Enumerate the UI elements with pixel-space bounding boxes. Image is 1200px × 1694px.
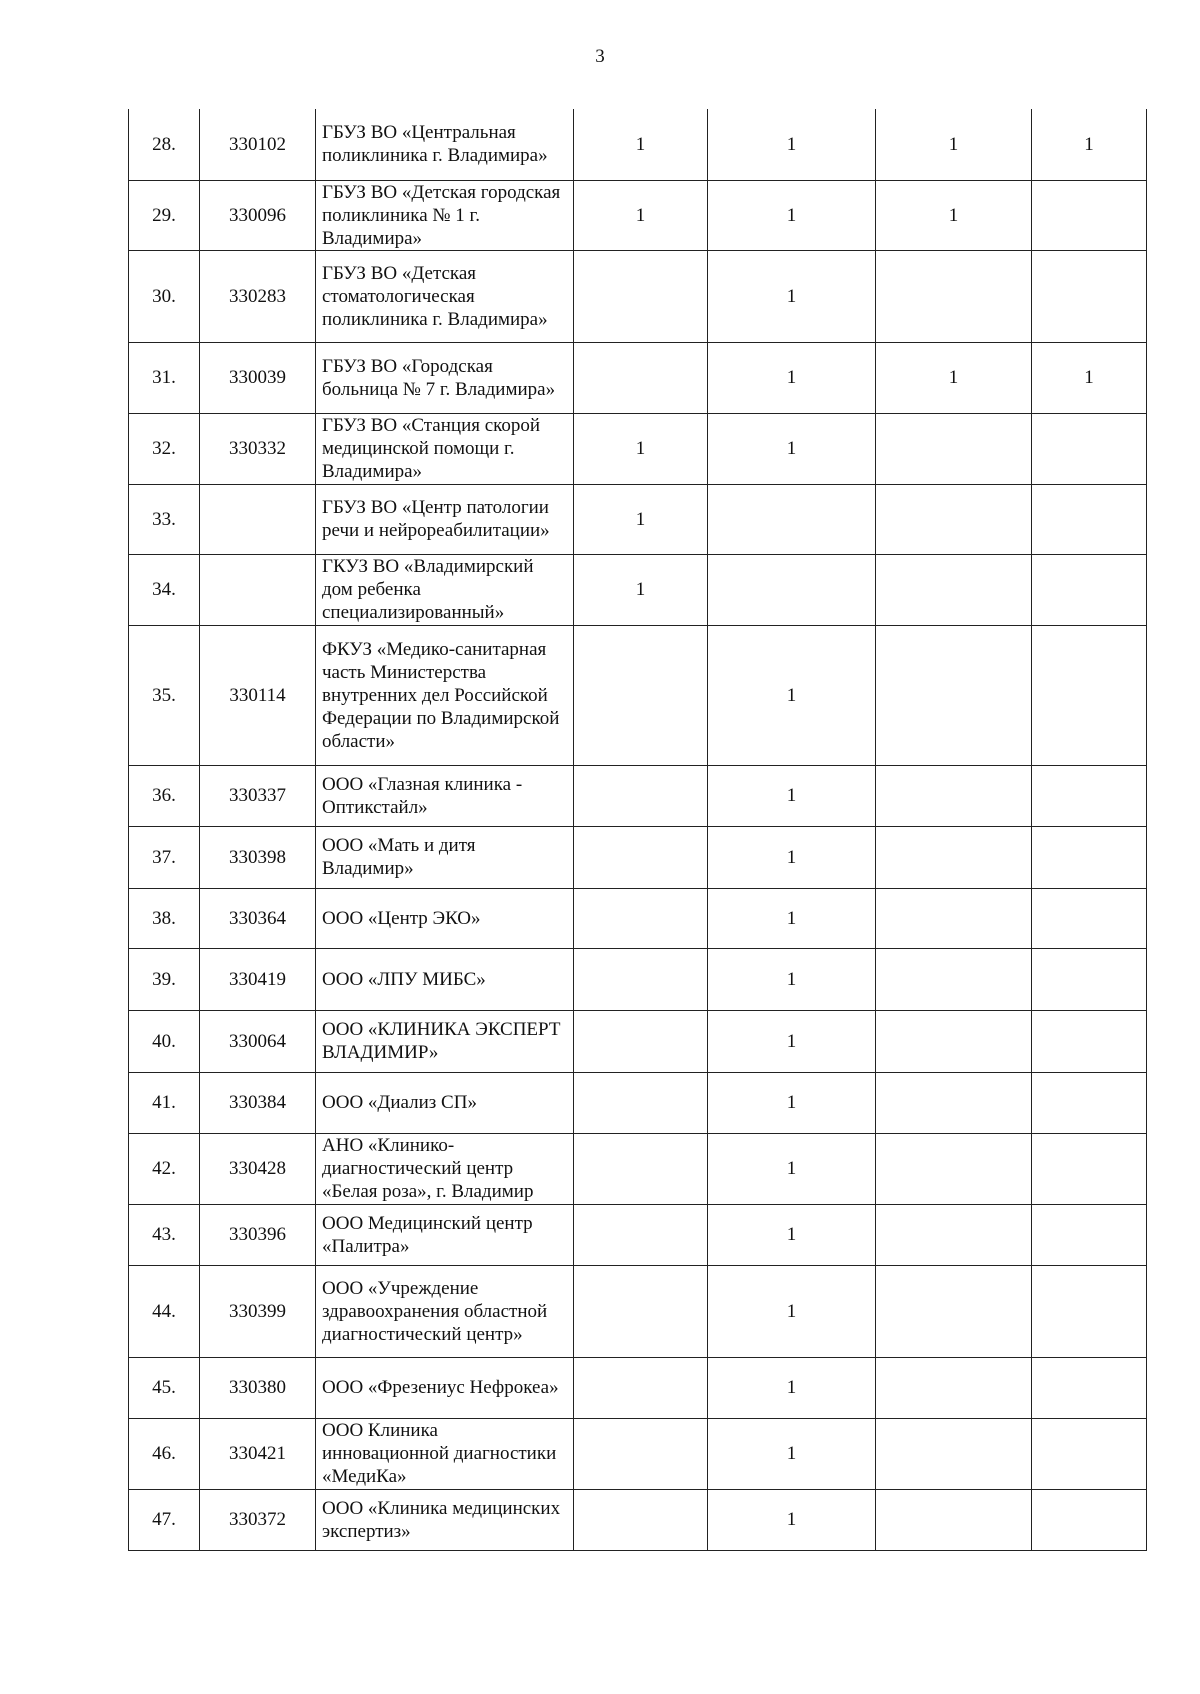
- table-row: [129, 1010, 1147, 1072]
- row-number-cell: 33.: [129, 484, 200, 554]
- mark-col-1-cell: 1: [574, 484, 708, 554]
- org-code-cell: 330396: [200, 1204, 316, 1265]
- org-name-cell: ГБУЗ ВО «Детская городская поликлиника № 1 г. Владимира»: [316, 180, 574, 250]
- mark-col-1-cell: 1: [574, 554, 708, 625]
- org-code-cell: 330064: [200, 1010, 316, 1072]
- mark-col-1-cell: 1: [574, 413, 708, 484]
- mark-col-3-cell: 1: [876, 180, 1032, 250]
- org-code-cell: 330428: [200, 1133, 316, 1204]
- org-name-cell: ГБУЗ ВО «Городская больница № 7 г. Владимира»: [316, 342, 574, 413]
- mark-col-3-cell: [876, 554, 1032, 625]
- mark-col-2-cell: 1: [708, 1072, 876, 1133]
- row-number-cell: 28.: [129, 109, 200, 180]
- org-name-cell: ГКУЗ ВО «Владимирский дом ребенка специализированный»: [316, 554, 574, 625]
- table-row: [129, 1204, 1147, 1265]
- table-row: [129, 1418, 1147, 1489]
- mark-col-2-cell: 1: [708, 1010, 876, 1072]
- mark-col-3-cell: [876, 1265, 1032, 1357]
- mark-col-3-cell: [876, 765, 1032, 826]
- org-code-cell: 330039: [200, 342, 316, 413]
- org-name-cell: ООО «Мать и дитя Владимир»: [316, 826, 574, 888]
- table-body: [129, 109, 1147, 1550]
- row-number-cell: 36.: [129, 765, 200, 826]
- org-code-cell: 330399: [200, 1265, 316, 1357]
- table-row: [129, 625, 1147, 765]
- mark-col-1-cell: [574, 1133, 708, 1204]
- org-name-cell: ГБУЗ ВО «Центральная поликлиника г. Владимира»: [316, 109, 574, 180]
- org-name-cell: ГБУЗ ВО «Центр патологии речи и нейрореабилитации»: [316, 484, 574, 554]
- row-number-cell: 35.: [129, 625, 200, 765]
- org-code-cell: 330372: [200, 1489, 316, 1550]
- row-number-cell: 31.: [129, 342, 200, 413]
- org-name-cell: ООО Медицинский центр «Палитра»: [316, 1204, 574, 1265]
- org-code-cell: 330380: [200, 1357, 316, 1418]
- mark-col-4-cell: [1032, 413, 1147, 484]
- table-row: [129, 948, 1147, 1010]
- mark-col-3-cell: [876, 888, 1032, 948]
- mark-col-3-cell: [876, 1489, 1032, 1550]
- row-number-cell: 34.: [129, 554, 200, 625]
- org-name-cell: ООО «Клиника медицинских экспертиз»: [316, 1489, 574, 1550]
- mark-col-2-cell: 1: [708, 1357, 876, 1418]
- table-row: [129, 765, 1147, 826]
- mark-col-2-cell: 1: [708, 625, 876, 765]
- org-name-cell: АНО «Клинико-диагностический центр «Белая роза», г. Владимир: [316, 1133, 574, 1204]
- row-number-cell: 44.: [129, 1265, 200, 1357]
- mark-col-3-cell: [876, 1010, 1032, 1072]
- table-row: [129, 1072, 1147, 1133]
- mark-col-4-cell: [1032, 948, 1147, 1010]
- row-number-cell: 39.: [129, 948, 200, 1010]
- mark-col-2-cell: 1: [708, 1489, 876, 1550]
- mark-col-2-cell: 1: [708, 180, 876, 250]
- mark-col-4-cell: [1032, 888, 1147, 948]
- mark-col-3-cell: [876, 250, 1032, 342]
- mark-col-4-cell: [1032, 1418, 1147, 1489]
- org-name-cell: ООО «Центр ЭКО»: [316, 888, 574, 948]
- mark-col-4-cell: [1032, 765, 1147, 826]
- mark-col-1-cell: [574, 1072, 708, 1133]
- mark-col-1-cell: [574, 1204, 708, 1265]
- row-number-cell: 43.: [129, 1204, 200, 1265]
- org-name-cell: ООО «ЛПУ МИБС»: [316, 948, 574, 1010]
- mark-col-4-cell: [1032, 1489, 1147, 1550]
- mark-col-3-cell: 1: [876, 342, 1032, 413]
- org-code-cell: 330421: [200, 1418, 316, 1489]
- row-number-cell: 41.: [129, 1072, 200, 1133]
- mark-col-3-cell: [876, 413, 1032, 484]
- mark-col-4-cell: [1032, 1072, 1147, 1133]
- table-row: [129, 888, 1147, 948]
- org-code-cell: 330102: [200, 109, 316, 180]
- row-number-cell: 32.: [129, 413, 200, 484]
- mark-col-4-cell: [1032, 1265, 1147, 1357]
- table-row: [129, 250, 1147, 342]
- mark-col-3-cell: [876, 1204, 1032, 1265]
- row-number-cell: 37.: [129, 826, 200, 888]
- mark-col-1-cell: [574, 1357, 708, 1418]
- table-row: [129, 1357, 1147, 1418]
- mark-col-3-cell: [876, 948, 1032, 1010]
- row-number-cell: 30.: [129, 250, 200, 342]
- mark-col-1-cell: [574, 765, 708, 826]
- mark-col-1-cell: 1: [574, 180, 708, 250]
- org-code-cell: 330337: [200, 765, 316, 826]
- mark-col-4-cell: [1032, 554, 1147, 625]
- mark-col-4-cell: [1032, 1357, 1147, 1418]
- mark-col-4-cell: 1: [1032, 342, 1147, 413]
- mark-col-1-cell: [574, 1418, 708, 1489]
- org-code-cell: 330283: [200, 250, 316, 342]
- table-row: [129, 826, 1147, 888]
- table-row: [129, 554, 1147, 625]
- table-row: [129, 484, 1147, 554]
- org-code-cell: 330398: [200, 826, 316, 888]
- mark-col-2-cell: 1: [708, 1265, 876, 1357]
- org-code-cell: 330384: [200, 1072, 316, 1133]
- mark-col-3-cell: [876, 826, 1032, 888]
- mark-col-2-cell: 1: [708, 765, 876, 826]
- mark-col-3-cell: [876, 1072, 1032, 1133]
- mark-col-4-cell: [1032, 1204, 1147, 1265]
- mark-col-4-cell: [1032, 180, 1147, 250]
- org-code-cell: 330332: [200, 413, 316, 484]
- org-name-cell: ООО Клиника инновационной диагностики «МедиКа»: [316, 1418, 574, 1489]
- row-number-cell: 42.: [129, 1133, 200, 1204]
- org-name-cell: ГБУЗ ВО «Станция скорой медицинской помощи г. Владимира»: [316, 413, 574, 484]
- mark-col-2-cell: 1: [708, 1418, 876, 1489]
- mark-col-2-cell: 1: [708, 413, 876, 484]
- mark-col-3-cell: [876, 1357, 1032, 1418]
- org-name-cell: ГБУЗ ВО «Детская стоматологическая поликлиника г. Владимира»: [316, 250, 574, 342]
- mark-col-2-cell: [708, 484, 876, 554]
- mark-col-2-cell: 1: [708, 1133, 876, 1204]
- table-row: [129, 109, 1147, 180]
- table-row: [129, 180, 1147, 250]
- org-name-cell: ООО «Фрезениус Нефрокеа»: [316, 1357, 574, 1418]
- mark-col-1-cell: [574, 625, 708, 765]
- org-code-cell: [200, 484, 316, 554]
- table-row: [129, 342, 1147, 413]
- mark-col-4-cell: [1032, 484, 1147, 554]
- mark-col-2-cell: 1: [708, 1204, 876, 1265]
- mark-col-2-cell: 1: [708, 342, 876, 413]
- row-number-cell: 40.: [129, 1010, 200, 1072]
- mark-col-3-cell: [876, 625, 1032, 765]
- mark-col-1-cell: [574, 1265, 708, 1357]
- mark-col-1-cell: [574, 948, 708, 1010]
- mark-col-1-cell: [574, 250, 708, 342]
- mark-col-2-cell: 1: [708, 250, 876, 342]
- mark-col-2-cell: 1: [708, 888, 876, 948]
- mark-col-4-cell: [1032, 826, 1147, 888]
- mark-col-4-cell: [1032, 625, 1147, 765]
- org-code-cell: [200, 554, 316, 625]
- mark-col-3-cell: 1: [876, 109, 1032, 180]
- org-name-cell: ООО «Глазная клиника - Оптикстайл»: [316, 765, 574, 826]
- mark-col-1-cell: [574, 342, 708, 413]
- mark-col-1-cell: [574, 1489, 708, 1550]
- page-number: 3: [595, 46, 605, 67]
- row-number-cell: 47.: [129, 1489, 200, 1550]
- row-number-cell: 46.: [129, 1418, 200, 1489]
- mark-col-4-cell: [1032, 1010, 1147, 1072]
- mark-col-2-cell: 1: [708, 948, 876, 1010]
- row-number-cell: 29.: [129, 180, 200, 250]
- org-name-cell: ФКУЗ «Медико-санитарная часть Министерства внутренних дел Российской Федерации по Владимирской области»: [316, 625, 574, 765]
- org-name-cell: ООО «Учреждение здравоохранения областной диагностический центр»: [316, 1265, 574, 1357]
- mark-col-3-cell: [876, 484, 1032, 554]
- table-row: [129, 1489, 1147, 1550]
- mark-col-4-cell: [1032, 250, 1147, 342]
- table-row: [129, 1265, 1147, 1357]
- registry-table: [128, 109, 1147, 1551]
- mark-col-1-cell: 1: [574, 109, 708, 180]
- org-code-cell: 330114: [200, 625, 316, 765]
- mark-col-1-cell: [574, 888, 708, 948]
- mark-col-3-cell: [876, 1418, 1032, 1489]
- mark-col-4-cell: [1032, 1133, 1147, 1204]
- mark-col-3-cell: [876, 1133, 1032, 1204]
- org-code-cell: 330419: [200, 948, 316, 1010]
- table-row: [129, 1133, 1147, 1204]
- mark-col-2-cell: 1: [708, 109, 876, 180]
- org-name-cell: ООО «КЛИНИКА ЭКСПЕРТ ВЛАДИМИР»: [316, 1010, 574, 1072]
- org-name-cell: ООО «Диализ СП»: [316, 1072, 574, 1133]
- row-number-cell: 38.: [129, 888, 200, 948]
- mark-col-2-cell: 1: [708, 826, 876, 888]
- org-code-cell: 330096: [200, 180, 316, 250]
- mark-col-2-cell: [708, 554, 876, 625]
- mark-col-4-cell: 1: [1032, 109, 1147, 180]
- mark-col-1-cell: [574, 826, 708, 888]
- row-number-cell: 45.: [129, 1357, 200, 1418]
- org-code-cell: 330364: [200, 888, 316, 948]
- mark-col-1-cell: [574, 1010, 708, 1072]
- table-row: [129, 413, 1147, 484]
